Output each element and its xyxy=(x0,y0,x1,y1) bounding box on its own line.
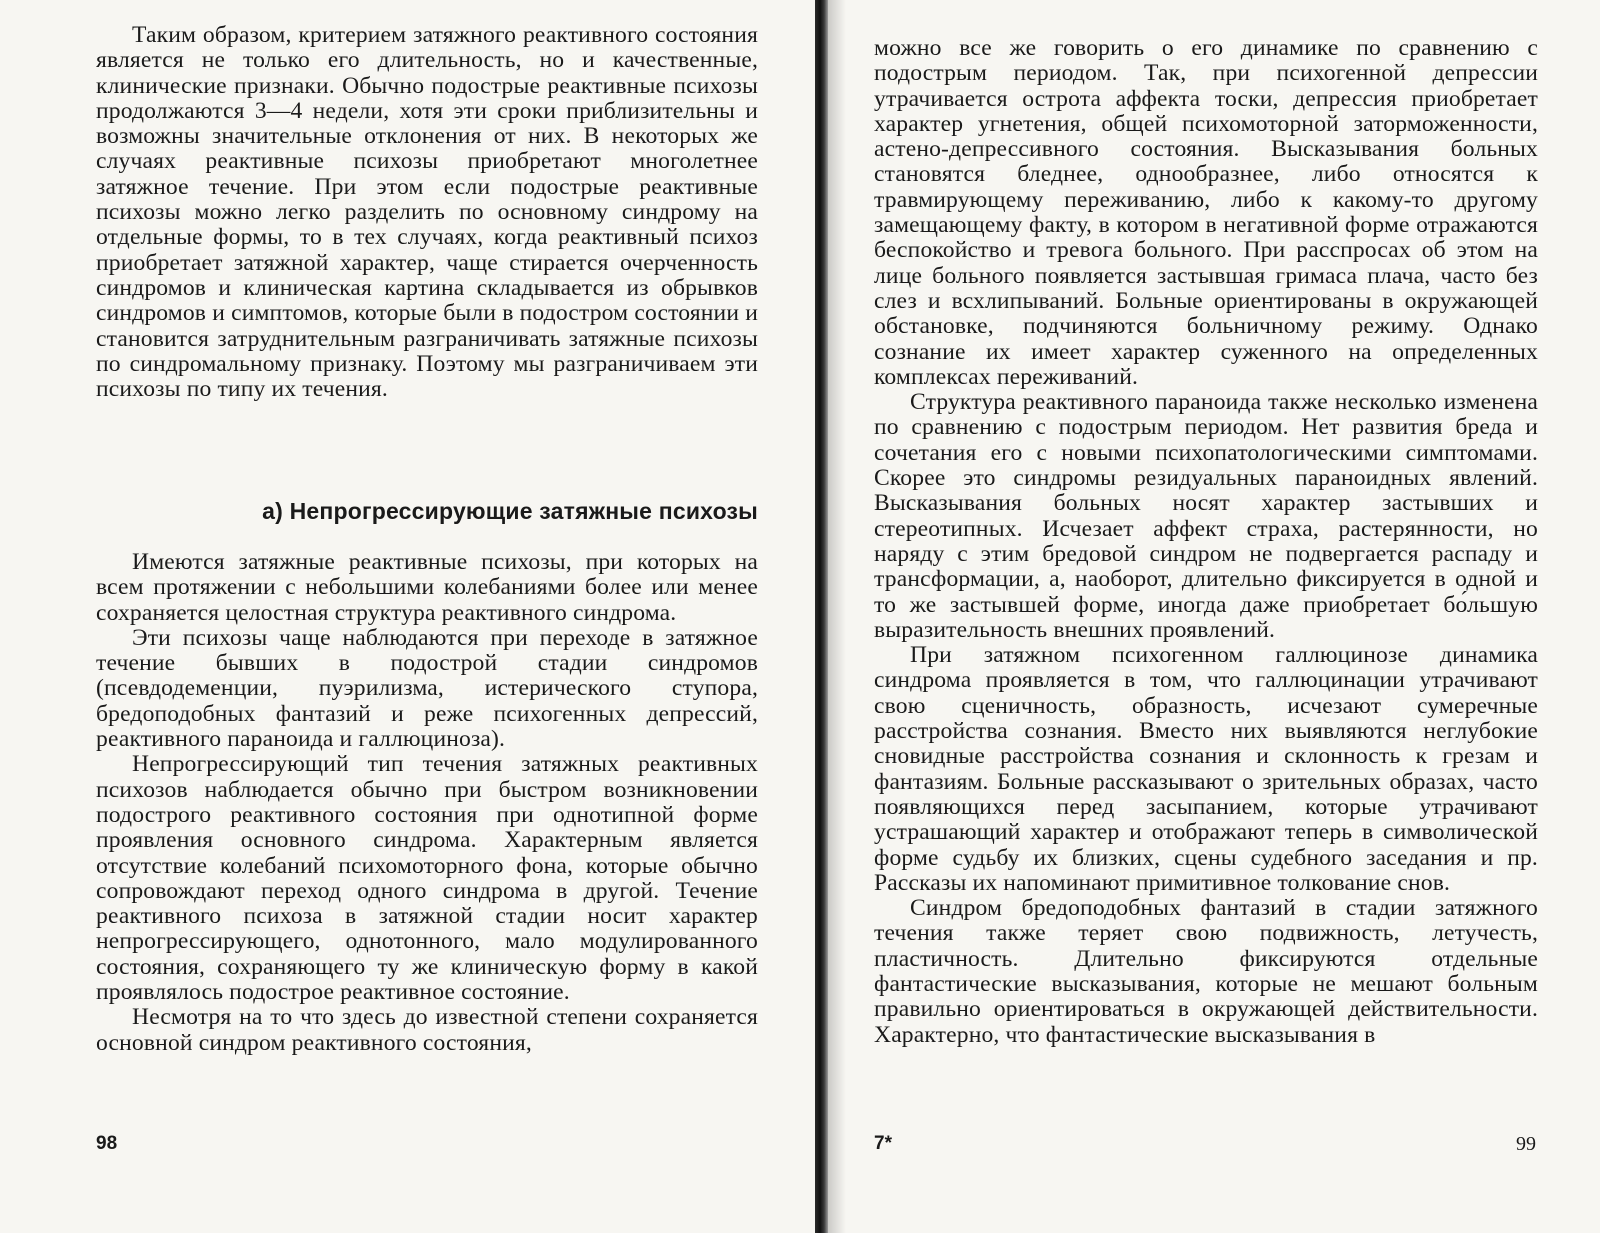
paragraph: Несмотря на то что здесь до известной степени сохраняется основной синдром реактивного состояния, xyxy=(96,1004,758,1056)
section-heading: а) Непрогрессирующие затяжные психозы xyxy=(262,498,758,524)
right-page xyxy=(828,0,1600,1233)
paragraph: Эти психозы чаще наблюдаются при переходе в затяжное течение бывших в подострой стадии синдромов (псевдодеменции, пуэрилизма, истерического ступора, бредоподобных фантазий и реже психогенных депрессий, реактивного параноида и галлюциноза). xyxy=(96,624,758,753)
right-text-block xyxy=(874,36,1538,1048)
page-number-right: 99 xyxy=(1516,1133,1536,1155)
paragraph: Непрогрессирующий тип течения затяжных реактивных психозов наблюдается обычно при быстром возникновении подострого реактивного состояния при однотипной форме проявления основного синдрома. Характерным является отсутствие колебаний психомоторного фона, которые обычно сопровождают переход одного синдрома в другой. Течение реактивного психоза в затяжной стадии носит характер непрогрессирующего, однотонного, мало модулированного состояния, сохраняющего ту же клиническую форму в какой проявлялось подострое реактивное состояние. xyxy=(96,751,758,1006)
continuation-paragraph: можно все же говорить о его динамике по сравнению с подострым периодом. Так, при психогенной депрессии утрачивается острота аффекта тоски, депрессия приобретает характер угнетения, общей психомоторной заторможенности, астено-депрессивного состояния. Высказывания больных становятся бледнее, однообразнее, либо относятся к травмирующему переживанию, либо к какому-то другому замещающему факту, в котором в негативной форме отражаются беспокойство и тревога больного. При расспросах об этом на лице больного появляется застывшая гримаса плача, часто без слез и всхлипываний. Больные ориентированы в окружающей обстановке, подчиняются больничному режиму. Однако сознание их имеет характер суженного на определенных комплексах переживаний. xyxy=(874,35,1538,390)
left-text-block-1 xyxy=(96,23,758,402)
signature-mark: 7* xyxy=(874,1133,892,1154)
intro-paragraph: Таким образом, критерием затяжного реактивного состояния является не только его длительность, но и качественные, клинические признаки. Обычно подострые реактивные психозы продолжаются 3—4 недели, хотя эти сроки приблизительны и возможны значительные отклонения от них. В некоторых же случаях реактивные психозы приобретают многолетнее затяжное течение. При этом если подострые реактивные психозы можно легко разделить по основному синдрому на отдельные формы, то в тех случаях, когда реактивный психоз приобретает затяжной характер, чаще стирается очерченность синдромов и клиническая картина складывается из обрывков синдромов и симптомов, которые были в подостром состоянии и становится затруднительным разграничивать затяжные психозы по синдромальному признаку. Поэтому мы разграничиваем эти психозы по типу их течения. xyxy=(96,22,758,403)
paragraph: Синдром бредоподобных фантазий в стадии затяжного течения также теряет свою подвижность, летучесть, пластичность. Длительно фиксируются отдельные фантастические высказывания, которые не мешают больным правильно ориентироваться в окружающей действительности. Характерно, что фантастические высказывания в xyxy=(874,895,1538,1048)
paragraph: Имеются затяжные реактивные психозы, при которых на всем протяжении с небольшими колебаниями более или менее сохраняется целостная структура реактивного синдрома. xyxy=(96,549,758,626)
paragraph: Структура реактивного параноида также несколько изменена по сравнению с подострым периодом. Нет развития бреда и сочетания его с новыми психопатологическими симптомами. Скорее это синдромы резидуальных параноидных явлений. Высказывания больных носят характер застывших и стереотипных. Исчезает аффект страха, растерянности, но наряду с этим бредовой синдром не подвергается распаду и трансформации, а, наоборот, длительно фиксируется в одной и то же застывшей форме, иногда даже приобретает бо́льшую выразительность внешних проявлений. xyxy=(874,389,1538,643)
book-spine xyxy=(815,0,828,1233)
page-number-left: 98 xyxy=(96,1133,118,1154)
left-text-block-2 xyxy=(96,550,758,1056)
paragraph: При затяжном психогенном галлюцинозе динамика синдрома проявляется в том, что галлюцинации утрачивают свою сценичность, образность, исчезают сумеречные расстройства сознания. Вместо них выявляются неглубокие сновидные расстройства сознания и склонность к грезам и фантазиям. Больные рассказывают о зрительных образах, часто появляющихся перед засыпанием, которые утрачивают устрашающий характер и отображают теперь в символической форме судьбу их близких, сцены судебного заседания и пр. Рассказы их напоминают примитивное толкование снов. xyxy=(874,642,1538,896)
